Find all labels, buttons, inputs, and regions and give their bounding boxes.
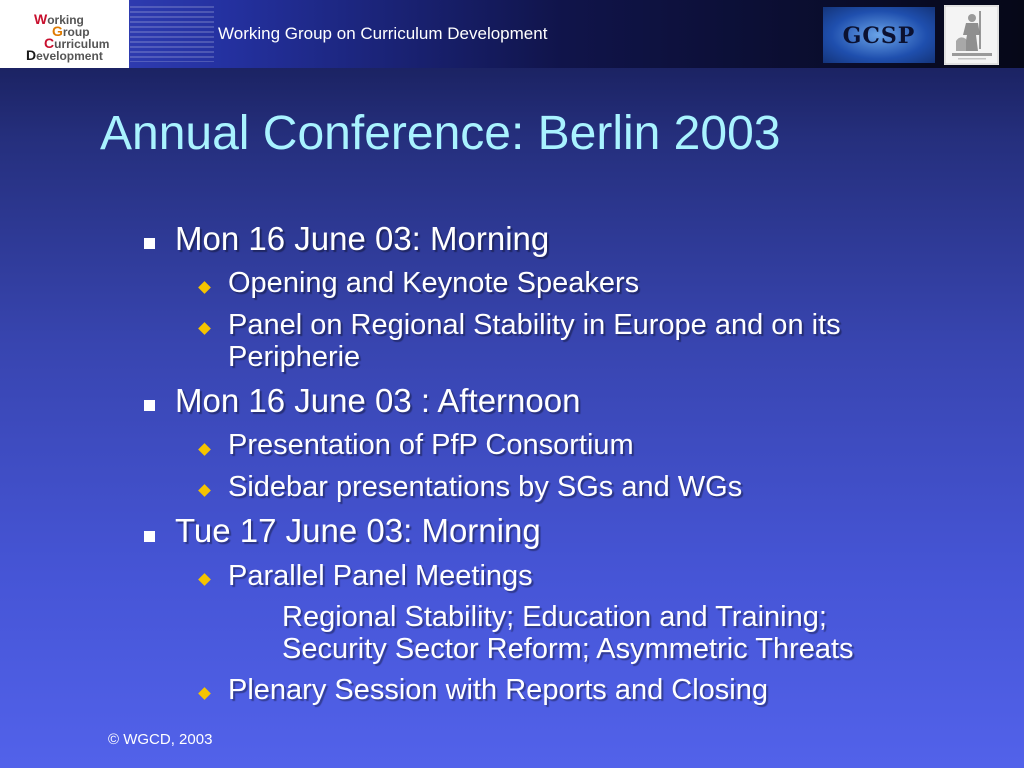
statue-emblem-icon — [944, 5, 999, 65]
agenda-day-heading: Mon 16 June 03 : Afternoon — [175, 382, 581, 419]
logo-line-curriculum: Curriculum — [44, 35, 110, 51]
agenda-item: Plenary Session with Reports and Closing — [228, 674, 768, 706]
logo-line-working: Working — [34, 11, 84, 27]
diamond-bullet-icon — [198, 322, 211, 335]
agenda-item: Panel on Regional Stability in Europe and on its — [228, 309, 841, 341]
diamond-bullet-icon — [198, 573, 211, 586]
agenda-day-heading: Tue 17 June 03: Morning — [175, 512, 541, 549]
agenda-item: Sidebar presentations by SGs and WGs — [228, 471, 743, 503]
agenda-detail: Regional Stability; Education and Training; — [282, 601, 827, 633]
square-bullet-icon — [144, 238, 155, 249]
square-bullet-icon — [144, 400, 155, 411]
square-bullet-icon — [144, 531, 155, 542]
agenda-detail: Security Sector Reform; Asymmetric Threats — [282, 633, 854, 665]
agenda-day-heading: Mon 16 June 03: Morning — [175, 220, 550, 257]
diamond-bullet-icon — [198, 484, 211, 497]
footer-copyright: © WGCD, 2003 — [108, 731, 213, 748]
diamond-bullet-icon — [198, 687, 211, 700]
logo-line-group: Group — [52, 23, 90, 39]
logo-line-development: Development — [26, 47, 103, 63]
gcsp-logo-text: GCSP — [842, 23, 916, 49]
gcsp-logo — [823, 7, 935, 63]
header-stripes — [130, 6, 214, 62]
diamond-bullet-icon — [198, 443, 211, 456]
agenda-item-continuation: Peripherie — [228, 341, 361, 373]
agenda-item: Presentation of PfP Consortium — [228, 429, 634, 461]
agenda-item: Opening and Keynote Speakers — [228, 267, 640, 299]
wgcd-logo — [0, 0, 129, 68]
diamond-bullet-icon — [198, 281, 211, 294]
agenda-item: Parallel Panel Meetings — [228, 560, 533, 592]
slide-title: Annual Conference: Berlin 2003 — [100, 107, 781, 160]
header-title: Working Group on Curriculum Development — [218, 24, 548, 43]
